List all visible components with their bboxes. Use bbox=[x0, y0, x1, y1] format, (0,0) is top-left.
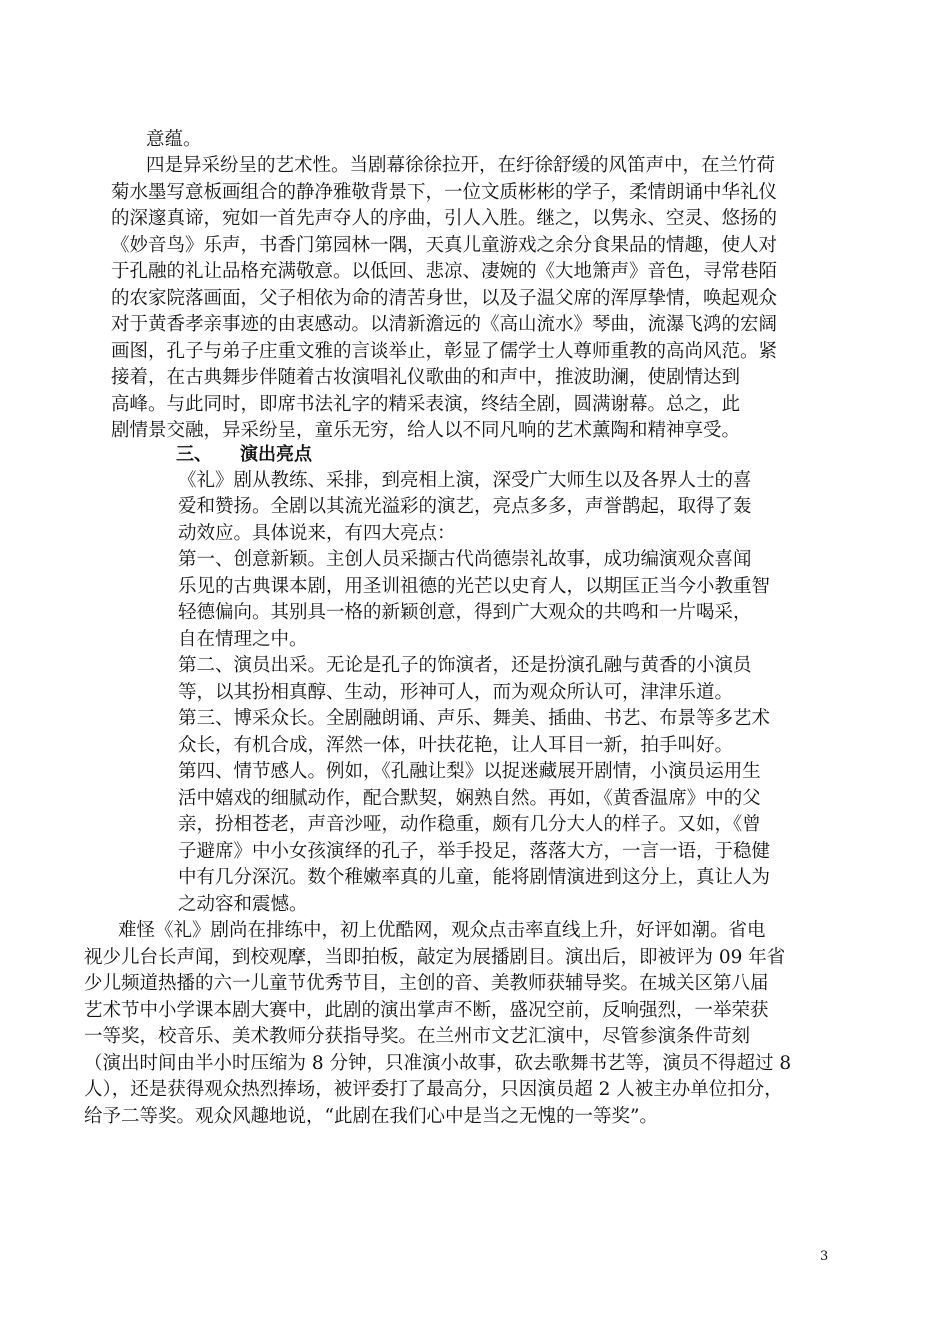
section-heading-number: 三、 bbox=[176, 444, 212, 465]
highlight-line: 第四、情节感人。例如，《孔融让梨》以捉迷藏展开剧情，小演员运用生 bbox=[178, 761, 761, 782]
highlight-line: 爱和赞扬。全剧以其流光溢彩的演艺，亮点多多，声誉鹊起，取得了轰 bbox=[178, 496, 752, 517]
highlight-line: 之动容和震憾。 bbox=[178, 894, 308, 915]
highlight-line: 众长，有机合成，浑然一体，叶扶花艳，让人耳目一新，拍手叫好。 bbox=[178, 735, 734, 756]
paragraph-line: 视少儿台长声闻，到校观摩，当即拍板，敲定为展播剧目。演出后，即被评为 09 年省 bbox=[84, 947, 786, 968]
paragraph-line: 难怪《礼》剧尚在排练中，初上优酷网，观众点击率直线上升，好评如潮。省电 bbox=[118, 920, 766, 941]
highlight-line: 第二、演员出采。无论是孔子的饰演者，还是扮演孔融与黄香的小演员 bbox=[178, 655, 752, 676]
paragraph-line: 四是异采纷呈的艺术性。当剧幕徐徐拉开，在纡徐舒缓的风笛声中，在兰竹荷 bbox=[146, 155, 776, 176]
paragraph-line: （演出时间由半小时压缩为 8 分钟，只准演小故事，砍去歌舞书艺等，演员不得超过 8 bbox=[84, 1053, 792, 1074]
paragraph-line: 剧情景交融，异采纷呈，童乐无穷，给人以不同凡响的艺术薰陶和精神享受。 bbox=[111, 420, 741, 441]
highlight-line: 子避席》中小女孩演绎的孔子，举手投足，落落大方，一言一语，于稳健 bbox=[178, 841, 771, 862]
highlight-line: 中有几分深沉。数个稚嫩率真的儿童，能将剧情演进到这分上，真让人为 bbox=[178, 867, 771, 888]
highlight-line: 轻德偏向。其别具一格的新颖创意，得到广大观众的共鸣和一片喝采， bbox=[178, 602, 752, 623]
highlight-line: 第三、博采众长。全剧融朗诵、声乐、舞美、插曲、书艺、布景等多艺术 bbox=[178, 708, 771, 729]
paragraph-line: 艺术节中小学课本剧大赛中，此剧的演出掌声不断，盛况空前，反响强烈，一举荣获 bbox=[84, 1000, 769, 1021]
paragraph-line: 的农家院落画面，父子相依为命的清苦身世，以及子温父席的浑厚挚情，唤起观众 bbox=[111, 288, 778, 309]
paragraph-line: 人），还是获得观众热烈捧场，被评委打了最高分，只因演员超 2 人被主办单位扣分， bbox=[84, 1079, 783, 1100]
paragraph-line: 画图，孔子与弟子庄重文雅的言谈举止，彰显了儒学士人尊师重教的高尚风范。紧 bbox=[111, 341, 778, 362]
highlight-line: 自在情理之中。 bbox=[178, 629, 308, 650]
paragraph-line: 的深邃真谛，宛如一首先声夺人的序曲，引人入胜。继之，以隽永、空灵、悠扬的 bbox=[111, 208, 778, 229]
paragraph-line: 对于黄香孝亲事迹的由衷感动。以清新澹远的《高山流水》琴曲，流瀑飞鸿的宏阔 bbox=[111, 314, 778, 335]
highlight-line: 第一、创意新颖。主创人员采撷古代尚德崇礼故事，成功编演观众喜闻 bbox=[178, 549, 752, 570]
section-heading-title: 演出亮点 bbox=[240, 444, 312, 465]
highlight-line: 亲，扮相苍老，声音沙哑，动作稳重，颇有几分大人的样子。又如，《曾 bbox=[178, 814, 761, 835]
paragraph-line: 《妙音鸟》乐声，书香门第园林一隅，天真儿童游戏之余分食果品的情趣，使人对 bbox=[111, 235, 778, 256]
paragraph-line: 接着，在古典舞步伴随着古妆演唱礼仪歌曲的和声中，推波助澜，使剧情达到 bbox=[111, 367, 741, 388]
paragraph-line: 给予二等奖。观众风趣地说，“此剧在我们心中是当之无愧的一等奖”。 bbox=[84, 1106, 658, 1127]
page-number: 3 bbox=[820, 1249, 829, 1264]
highlight-line: 等，以其扮相真醇、生动，形神可人，而为观众所认可，津津乐道。 bbox=[178, 682, 734, 703]
paragraph-line: 于孔融的礼让品格充满敬意。以低回、悲凉、凄婉的《大地箫声》音色，寻常巷陌 bbox=[111, 261, 778, 282]
highlight-line: 动效应。具体说来，有四大亮点： bbox=[178, 523, 456, 544]
paragraph-line: 少儿频道热播的六一儿童节优秀节目，主创的音、美教师获辅导奖。在城关区第八届 bbox=[84, 973, 769, 994]
paragraph-line: 一等奖，校音乐、美术教师分获指导奖。在兰州市文艺汇演中，尽管参演条件苛刻 bbox=[84, 1026, 751, 1047]
highlight-line: 《礼》剧从教练、采排，到亮相上演，深受广大师生以及各界人士的喜 bbox=[178, 470, 752, 491]
paragraph-line: 意蕴。 bbox=[146, 129, 202, 150]
paragraph-line: 高峰。与此同时，即席书法礼字的精采表演，终结全剧，圆满谢幕。总之，此 bbox=[111, 394, 741, 415]
highlight-line: 活中嬉戏的细腻动作，配合默契，娴熟自然。再如，《黄香温席》中的父 bbox=[178, 788, 761, 809]
paragraph-line: 菊水墨写意板画组合的静净雅敬背景下，一位文质彬彬的学子，柔情朗诵中华礼仪 bbox=[111, 182, 778, 203]
section-heading bbox=[176, 442, 312, 468]
highlight-line: 乐见的古典课本剧，用圣训祖德的光芒以史育人，以期匡正当今小教重智 bbox=[178, 576, 771, 597]
